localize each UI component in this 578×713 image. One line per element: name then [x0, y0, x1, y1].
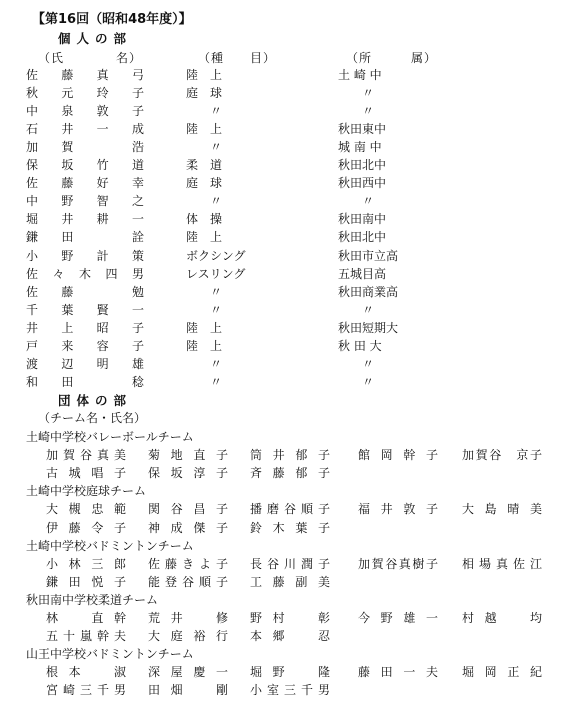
- individual-name: 佐藤 勉: [26, 284, 144, 299]
- team-member: 加賀谷真美: [46, 448, 126, 463]
- column-header-name: （氏 名）: [38, 51, 143, 65]
- individual-affiliation: 〃: [362, 104, 375, 119]
- individual-name: 鎌田 詮: [26, 230, 144, 245]
- individual-affiliation: 〃: [362, 356, 375, 371]
- individual-name: 佐藤好幸: [26, 176, 144, 191]
- individual-event: ボクシング: [186, 248, 246, 263]
- team-member: 根本 淑: [46, 665, 126, 680]
- team-name: 秋田南中学校柔道チーム: [26, 592, 159, 607]
- team-name: 土崎中学校庭球チーム: [26, 484, 147, 499]
- individual-name: 佐藤真弓: [26, 68, 144, 82]
- team-member: 古城唱子: [46, 466, 126, 481]
- individual-affiliation: 秋田商業高: [338, 284, 399, 299]
- individual-affiliation: 秋田北中: [338, 158, 387, 173]
- individual-name: 小野計策: [26, 248, 144, 263]
- individual-event: 〃: [210, 194, 223, 209]
- section-heading-group: 団体の部: [58, 393, 133, 408]
- team-member: 今野雄一: [358, 611, 438, 625]
- team-name: 土崎中学校バドミントンチーム: [26, 538, 194, 553]
- individual-name: 戸来容子: [26, 338, 144, 353]
- individual-name: 佐々木四男: [26, 266, 144, 281]
- team-member: 深屋慶一: [148, 665, 228, 680]
- individual-affiliation: 〃: [362, 374, 375, 389]
- group-subheader: （チーム名・氏名）: [38, 411, 147, 425]
- individual-name: 保坂竹道: [26, 158, 144, 173]
- individual-event: 〃: [210, 356, 223, 371]
- individual-event: 〃: [210, 104, 223, 119]
- team-member: 筒井郁子: [250, 448, 330, 463]
- team-member: 宮崎三千男: [46, 683, 126, 698]
- team-member: 本郷 忍: [250, 629, 330, 644]
- individual-event: 体 操: [186, 212, 223, 227]
- team-member: 荒井 修: [148, 611, 228, 625]
- individual-affiliation: 秋田東中: [338, 122, 387, 137]
- team-member: 保坂淳子: [148, 466, 228, 481]
- individual-name: 井上昭子: [26, 320, 144, 335]
- team-member: 鎌田悦子: [46, 574, 126, 589]
- individual-event: レスリング: [186, 266, 246, 281]
- team-member: 加賀谷 京子: [462, 448, 542, 463]
- individual-affiliation: 土 崎 中: [338, 68, 382, 82]
- individual-affiliation: 〃: [362, 302, 375, 317]
- team-member: 神成傑子: [148, 520, 228, 535]
- individual-event: 柔 道: [186, 158, 223, 173]
- individual-event: 陸 上: [186, 320, 223, 335]
- team-member: 林 直幹: [46, 611, 126, 625]
- page-title: 【第16回（昭和48年度）】: [32, 12, 192, 27]
- team-member: 加賀谷真樹子: [358, 556, 438, 571]
- individual-event: 庭 球: [186, 86, 223, 101]
- individual-affiliation: 城 南 中: [338, 140, 382, 155]
- team-member: 関谷昌子: [148, 502, 228, 517]
- individual-affiliation: 五城目高: [338, 266, 387, 281]
- team-member: 野村 彰: [250, 611, 330, 625]
- individual-name: 加賀 浩: [26, 140, 144, 155]
- team-member: 堀岡正紀: [462, 665, 542, 680]
- section-heading-individual: 個人の部: [58, 31, 133, 46]
- team-member: 村越 均: [462, 611, 542, 625]
- individual-name: 中野智之: [26, 194, 144, 209]
- individual-event: 〃: [210, 284, 223, 299]
- team-member: 大槻忠範: [46, 502, 126, 517]
- individual-name: 中泉敦子: [26, 104, 144, 119]
- team-member: 大島晴美: [462, 502, 542, 517]
- team-member: 小室三千男: [250, 683, 330, 698]
- team-member: 小林三郎: [46, 556, 126, 571]
- individual-name: 堀井耕一: [26, 212, 144, 227]
- individual-affiliation: 秋田西中: [338, 176, 387, 191]
- individual-event: 〃: [210, 374, 223, 389]
- team-member: 大庭裕行: [148, 629, 228, 644]
- individual-event: 陸 上: [186, 230, 223, 245]
- individual-event: 庭 球: [186, 176, 223, 191]
- team-member: 堀野 隆: [250, 665, 330, 680]
- individual-affiliation: 〃: [362, 86, 375, 101]
- individual-event: 陸 上: [186, 68, 223, 82]
- team-member: 田畑 剛: [148, 683, 228, 698]
- individual-affiliation: 秋田北中: [338, 230, 387, 245]
- individual-name: 石井一成: [26, 122, 144, 137]
- team-member: 鈴木葉子: [250, 520, 330, 535]
- team-member: 播磨谷順子: [250, 502, 330, 517]
- team-member: 伊藤令子: [46, 520, 126, 535]
- team-name: 山王中学校バドミントンチーム: [26, 647, 194, 662]
- individual-name: 秋元玲子: [26, 86, 144, 101]
- individual-name: 和田 稔: [26, 374, 144, 389]
- individual-affiliation: 秋田市立高: [338, 248, 399, 263]
- team-member: 五十嵐幹夫: [46, 629, 126, 644]
- team-member: 菊地直子: [148, 448, 228, 463]
- individual-affiliation: 秋 田 大: [338, 338, 382, 353]
- individual-affiliation: 秋田南中: [338, 212, 387, 227]
- team-member: 藤田一夫: [358, 665, 438, 680]
- individual-event: 陸 上: [186, 122, 223, 137]
- individual-affiliation: 秋田短期大: [338, 320, 399, 335]
- individual-name: 渡辺明雄: [26, 356, 144, 371]
- team-member: 福井敦子: [358, 502, 438, 517]
- team-member: 能登谷順子: [148, 574, 228, 589]
- team-member: 佐藤きよ子: [148, 556, 228, 571]
- individual-event: 陸 上: [186, 338, 223, 353]
- team-member: 斉藤郁子: [250, 466, 330, 481]
- individual-event: 〃: [210, 302, 223, 317]
- team-member: 長谷川潤子: [250, 556, 330, 571]
- team-member: 相場真佐江: [462, 556, 542, 571]
- individual-event: 〃: [210, 140, 223, 155]
- column-header-affiliation: （所 属）: [346, 51, 438, 65]
- individual-name: 千葉賢一: [26, 302, 144, 317]
- column-header-event: （種 目）: [198, 51, 277, 65]
- individual-affiliation: 〃: [362, 194, 375, 209]
- team-member: 工藤副美: [250, 574, 330, 589]
- team-member: 館岡幹子: [358, 448, 438, 463]
- team-name: 土崎中学校バレーボールチーム: [26, 430, 194, 444]
